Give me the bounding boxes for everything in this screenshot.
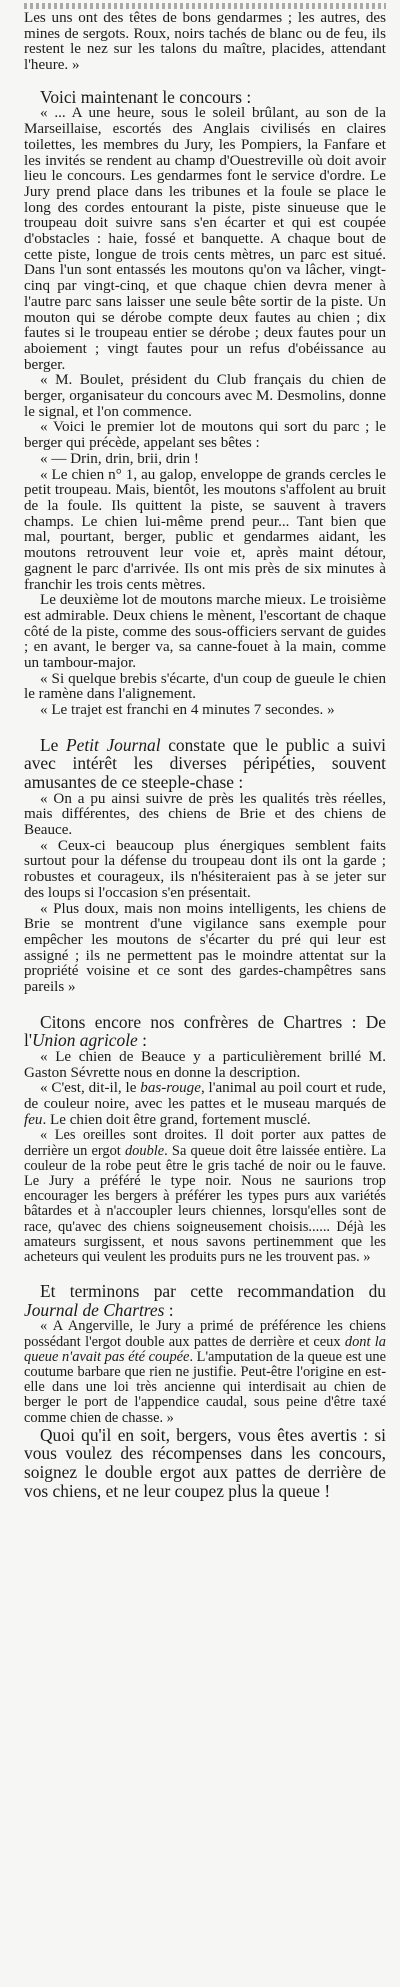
paragraph-chien-1 xyxy=(24,468,386,594)
paragraph-first-lot xyxy=(24,420,386,451)
text-run: « Si quelque brebis s'écarte, d'un coup de gueule le chien le ramène dans l'alignement. xyxy=(24,670,386,703)
text-run: . Sa queue doit être laissée entière. La couleur de la robe peut être le gris taché de noir ou le fauve. Le Jury a préféré le type noir. Nous ne saurions trop encourager les bergers à préférer les types purs aux variétés bâtardes et à n'accoupler leurs chiennes, lorsqu'elles sont de race, qu'avec des chiens soigneusement choisis...... Déjà les amateurs surgissent, et nous savons pertinemment que les acheteurs qui veulent les produits purs ne les trouvent pas. » xyxy=(24,1142,386,1266)
text-run: Les uns ont des têtes de bons gendarmes ; les autres, des mines de sergots. Roux, noirs tachés de blanc ou de feu, ils restent le nez sur les talons du maître, placides, attendant l'heure. » xyxy=(24,10,386,74)
text-run: « M. Boulet, président du Club français du chien de berger, organisateur du concours avec M. Desmolins, donne le signal, et l'on commence. xyxy=(24,372,386,420)
text-run: Le deuxième lot de moutons marche mieux. Le troisième est admirable. Deux chiens le mènent, l'escortant de chaque côté de la piste, comme des sous-officiers servant de guides ; en avant, le berger va, sa canne-fouet à la main, comme un tambour-major. xyxy=(24,592,386,672)
text-run: « Voici le premier lot de moutons qui sort du parc ; le berger qui précède, appelant ses bêtes : xyxy=(24,419,386,452)
italic-term: dont la queue n'avait pas été coupée xyxy=(24,1333,386,1365)
paragraph-opening xyxy=(24,11,386,74)
paragraph-conclusion xyxy=(24,1426,386,1500)
paragraph-drin xyxy=(24,452,386,468)
text-run: Citons encore nos confrères de Chartres : De l' xyxy=(24,1011,386,1051)
text-run: constate que le public a suivi avec intérêt les diverses péripéties, souvent amusantes de ce steeple-chase : xyxy=(24,734,386,793)
newspaper-title: Union agricole xyxy=(31,1030,138,1051)
paragraph-beauce xyxy=(24,1050,386,1081)
paragraph-deuxieme-lot xyxy=(24,593,386,672)
paragraph-angerville xyxy=(24,1319,386,1425)
paragraph-trajet xyxy=(24,703,386,719)
text-run: , l'animal au poil court et rude, de couleur noire, avec les pattes et le museau marqués de xyxy=(24,1080,386,1113)
paragraph-concours-description xyxy=(24,106,386,373)
paragraph-brebis xyxy=(24,672,386,703)
paragraph-signal xyxy=(24,373,386,420)
newspaper-title: Journal de Chartres xyxy=(24,1299,165,1320)
paragraph-terminons xyxy=(24,1282,386,1319)
text-run: « Ceux-ci beaucoup plus énergiques semblent faits surtout pour la défense du troupeau dont ils ont la garde ; robustes et courageux, ils n'hésiteraient pas à se jeter sur des loups si l'occasion s'en présentait. xyxy=(24,837,386,901)
italic-term: bas-rouge xyxy=(140,1080,201,1097)
text-run: « Le trajet est franchi en 4 minutes 7 secondes. » xyxy=(40,702,335,719)
text-run: Quoi qu'il en soit, bergers, vous êtes avertis : si vous voulez des récompenses dans les concours, soignez le double ergot aux pattes de derrière de vos chiens, et ne leur coupez plus la queue ! xyxy=(24,1424,386,1501)
paragraph-petit-journal xyxy=(24,736,386,792)
paragraph-oreilles xyxy=(24,1128,386,1265)
text-run: . Le chien doit être grand, fortement musclé. xyxy=(42,1111,311,1128)
text-run: « C'est, dit-il, le xyxy=(40,1080,141,1097)
text-run: : xyxy=(164,1299,174,1320)
italic-term: double xyxy=(124,1142,165,1159)
paragraph-brie xyxy=(24,902,386,996)
italic-term: feu xyxy=(24,1111,43,1128)
paragraph-concours-intro xyxy=(24,88,386,107)
newspaper-title: Petit Journal xyxy=(65,734,161,755)
text-run: « On a pu ainsi suivre de près les qualités très réelles, mais différentes, des chiens de Brie et des chiens de Beauce. xyxy=(24,790,386,839)
top-rule xyxy=(24,3,386,9)
text-run: « ... A une heure, sous le soleil brûlant, au son de la Marseillaise, escortés des Anglais civilisés en claires toilettes, les membres du Jury, les Pompiers, la Fanfare et les invités se rendent au champ d'Ouestreville où doit avoir lieu le concours. Les gendarmes font le service d'ordre. Le Jury prend place dans les tribunes et la foule se place le long des cordes entourant la piste, piste sinueuse que le troupeau doit suivre sans s'en écarter et qui est coupée d'obstacles : haie, fossé et banquette. A chaque bout de cette piste, longue de trois cents mètres, un parc est situé. Dans l'un sont entassés les moutons qu'on va lâcher, vingt-cinq par vingt-cinq, et que chaque chien devra mener à l'autre parc sans laisser une seule bête sortir de la piste. Un mouton qui se dérobe compte deux fautes au chien ; dix fautes si le troupeau entier se dérobe ; deux fautes pour un aboiement ; vingt fautes pour un refus d'obéissance au berger. xyxy=(24,105,386,373)
text-run: . L'amputation de la queue est une coutume barbare que rien ne justifie. Peut-être l'origine en est-elle dans une loi très ancienne qui interdisait au chien de berger le port de l'appendice caudal, sous peine d'être taxé comme chien de chasse. » xyxy=(24,1348,387,1426)
text-run: Le xyxy=(40,734,66,755)
paragraph-bas-rouge xyxy=(24,1081,386,1128)
text-run: Et terminons par cette recommandation du xyxy=(40,1281,386,1302)
text-run: « — Drin, drin, brii, drin ! xyxy=(40,450,199,467)
text-run: « Plus doux, mais non moins intelligents, les chiens de Brie se montrent d'une vigilance sans exemple pour empêcher les moutons de s'écarter du pré qui leur est assigné ; ils ne permettent pas le moindre attentat sur la propriété voisine et ce sont des gardes-champêtres sans pareils » xyxy=(24,900,386,996)
text-run: : xyxy=(137,1030,147,1051)
text-run: Voici maintenant le concours : xyxy=(40,86,252,107)
text-run: « A Angerville, le Jury a primé de préférence les chiens possédant l'ergot double aux pattes de derrière et ceux xyxy=(24,1318,386,1350)
paragraph-qualites xyxy=(24,792,386,839)
text-run: « Les oreilles sont droites. Il doit porter aux pattes de derrière un ergot xyxy=(24,1127,386,1159)
paragraph-citons xyxy=(24,1013,386,1050)
paragraph-energiques xyxy=(24,839,386,902)
text-run: « Le chien n° 1, au galop, enveloppe de grands cercles le petit troupeau. Mais, bientôt, les moutons s'affolent au bruit de la foule. Ils quittent la piste, se sauvent à travers champs. Le chien lui-même prend peur... Tant bien que mal, pourtant, berger, public et gendarmes aidant, les moutons retrouvent leur voie et, après maint détour, gagnent le parc d'arrivée. Ils ont mis près de six minutes à franchir les trois cents mètres. xyxy=(24,466,386,593)
text-run: « Le chien de Beauce y a particulièrement brillé M. Gaston Sévrette nous en donne la description. xyxy=(24,1048,386,1081)
